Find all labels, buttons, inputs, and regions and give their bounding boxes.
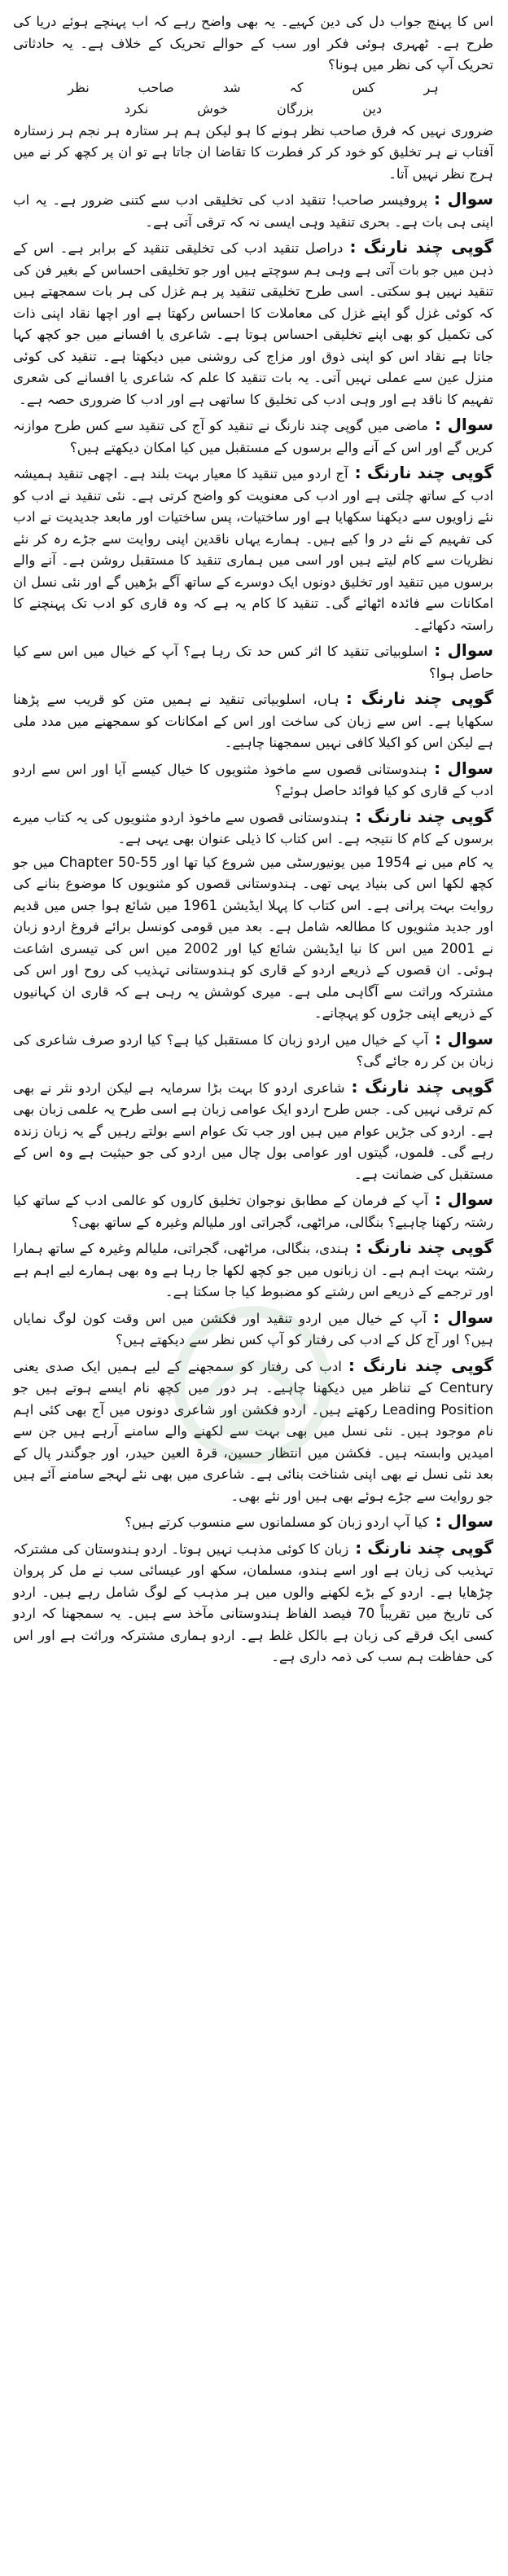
answer-text: ہاں، اسلوبیاتی تنقید نے ہمیں متن کو قریب سے پڑھنا سکھایا ہے۔ اس سے زبان کی ساخت اور اس کے امکانات کو سمجھنے میں مدد ملی ہے لیکن اس کو اکیلا کافی نہیں سمجھنا چاہیے۔ [13, 692, 493, 750]
answer-block [13, 462, 493, 636]
question-text: کیا آپ اردو زبان کو مسلمانوں سے منسوب کرتے ہیں؟ [125, 1514, 429, 1530]
question-block [13, 640, 493, 684]
answer-label: گوپی چند نارنگ : [355, 1537, 493, 1558]
verse-word: بزرگان [276, 100, 314, 116]
question-block [13, 414, 493, 459]
answer-text: دراصل تنقید ادب کی تخلیقی تنقید کے برابر ہے۔ اس کے ذہن میں جو بات آتی ہے وہی ہم سوچتے ہیں اور جو تخلیقی احساس کے بغیر فن کی تنقید نہیں ہو سکتی۔ اسی طرح تخلیقی تنقید پر ہم غزل کی ہر بات سمجھتے ہیں کہ کوئی غزل گو اپنے غزل کی معاملات کا احساس رکھتا ہے اور اچھا نقاد اپنی ذات کی تکمیل کو بھی اپنے تخلیقی احساس ہوتا ہے۔ شاعری یا افسانے میں جو کچھ کہا جاتا ہے نقاد اس کو اپنی ذوق اور مزاج کی روشنی میں دیکھتا ہے۔ تنقید کی کوئی منزل عین سے عملی نہیں آتی۔ یہ بات تنقید کا علم کہ شاعری یا افسانے کی شعری تفہیم کا ناقد ہے اور وہی ادب کی تخلیق کا ساتھی ہے اور ادب کا ضروری حصہ ہے۔ [13, 240, 493, 407]
answer-text: ادب کی رفتار کو سمجھنے کے لیے ہمیں ایک صدی یعنی Century کے تناظر میں دیکھنا چاہیے۔ ہر دور میں کچھ نام ایسے ہوتے ہیں جو Leading Position رکھتے ہیں۔ اردو فکشن اور شاعری دونوں میں آج بھی کئی اہم نام موجود ہیں۔ نئی نسل میں بھی بہت سے لکھنے والے سامنے آرہے ہیں جن سے امیدیں وابستہ ہیں۔ فکشن میں انتظار حسین، قرۃ العین حیدر، اور جوگندر پال کے بعد نئی نسل نے بھی اپنی شناخت بنائی ہے۔ شاعری میں بھی نئے لہجے سامنے آئے ہیں جو روایت سے جڑے ہوئے بھی ہیں اور نئے بھی۔ [13, 1358, 493, 1504]
question-label: سوال : [435, 1028, 493, 1048]
opening-paragraph: اس کا پہنچ جواب دل کی دین کہیے۔ یہ بھی واضح رہے کہ اب پہنچے ہوئے دریا کی طرح ہے۔ ٹھہری ہوئی فکر اور سب کے حوالے تحریک کے خلاف ہے۔ یہ حادثاتی تحریک آپ کی نظر میں ہونا؟ [13, 14, 493, 73]
paragraph-1: ضروری نہیں کہ فرق صاحب نظر ہونے کا ہو لیکن ہم ہر ستارہ ہر نجم ہر زستارہ آفتاب نے ہر تخلیق کو خود کر کر فطرت کا تقاضا ان جاتا ہے تو ان پر کچھ کر نے میں ہرج نظر نہیں آتا۔ [13, 122, 493, 182]
answer-block [13, 1076, 493, 1186]
question-block [13, 1510, 493, 1534]
answer-block [13, 1355, 493, 1508]
answer-text: ہندی، بنگالی، مراٹھی، گجراتی، ملیالم وغیرہ کے ساتھ ہمارا رشتہ بہت اہم ہے۔ ان زبانوں میں جو کچھ لکھا جا رہا ہے وہ بھی ہمارے لیے اہم ہے اور ترجمے کے ذریعے اس رشتے کو مضبوط کیا جا سکتا ہے۔ [13, 1241, 493, 1299]
question-block [13, 1028, 493, 1073]
verse-word: نکرد [125, 100, 149, 116]
question-text: آپ کے فرمان کے مطابق نوجوان تخلیق کاروں کو عالمی ادب کے ساتھ کیا رشتہ رکھنا چاہیے؟ بنگالی، مراٹھی، گجراتی اور ملیالم وغیرہ کے ساتھ بھی؟ [13, 1193, 493, 1230]
answer-label: گوپی چند نارنگ : [355, 806, 494, 826]
question-label: سوال : [433, 189, 493, 209]
answer-continuation: یہ کام میں نے 1954 میں یونیورسٹی میں شروع کیا تھا اور Chapter 50-55 میں جو کچھ لکھا اس کی بنیاد یہی تھی۔ ہندوستانی قصوں کو مثنویوں کا موضوع بنانے کی روایت بہت پرانی ہے۔ اس کتاب کا پہلا ایڈیشن 1961 میں شائع ہوا جس میں قدیم اور جدید مثنویوں کا مطالعہ شامل ہے۔ بعد میں قومی کونسل برائے فروغ اردو زبان نے 2001 میں اس کا نیا ایڈیشن شائع کیا اور 2002 میں اس کی تیسری اشاعت ہوئی۔ ان قصوں کے ذریعے اردو کے قاری کو ہندوستانی تہذیب کی روح اور اس کی مشترکہ وراثت سے آگاہی ملی ہے۔ میری کوشش یہ رہی ہے کہ قاری ان کہانیوں کے ذریعے اپنی جڑوں کو پہچانے۔ [13, 854, 493, 1021]
answer-block [13, 688, 493, 754]
verse-word: صاحب [138, 79, 174, 95]
answer-block [13, 1537, 493, 1668]
question-label: سوال : [434, 1189, 493, 1209]
answer-block [13, 806, 493, 851]
question-text: آپ کے خیال میں اردو تنقید اور فکشن میں اس وقت کون لوگ نمایاں ہیں؟ اور آج کل کے ادب کی رفتار کو آپ کس نظر سے دیکھتے ہیں؟ [13, 1310, 493, 1347]
question-block [13, 758, 493, 802]
verse-word: دین [362, 100, 382, 116]
verse-word: خوش [197, 100, 228, 116]
verse-line-2 [13, 99, 493, 119]
question-label: سوال : [435, 1511, 493, 1531]
persian-verse [13, 78, 493, 119]
verse-word: کہ [289, 79, 304, 95]
question-text: ہندوستانی قصوں سے ماخوذ مثنویوں کا خیال کیسے آیا اور اس سے اردو ادب کے قاری کو کیا فوائد حاصل ہوئے؟ [13, 761, 493, 798]
question-text: ماضی میں گوپی چند نارنگ نے تنقید کو آج کی تنقید سے کس طرح موازنہ کریں گے اور اس کے آنے والے برسوں کے مستقبل میں کیا امکان دیکھتے ہیں؟ [13, 418, 493, 455]
question-block [13, 188, 493, 233]
verse-word: شد [222, 79, 241, 95]
answer-label: گوپی چند نارنگ : [354, 463, 493, 482]
answer-label: گوپی چند نارنگ : [351, 1076, 493, 1097]
question-label: سوال : [432, 1307, 493, 1327]
question-label: سوال : [434, 758, 493, 778]
question-label: سوال : [434, 640, 493, 660]
answer-label: گوپی چند نارنگ : [345, 688, 493, 708]
answer-text: زبان کا کوئی مذہب نہیں ہوتا۔ اردو ہندوستان کی مشترکہ تہذیب کی زبان ہے اور اسے ہندو، مسلمان، سکھ اور عیسائی سب نے مل کر پروان چڑھایا ہے۔ اردو کے بڑے لکھنے والوں میں ہر مذہب کے لوگ شامل رہے ہیں۔ اردو کی تاریخ میں تقریباً 70 فیصد الفاظ ہندوستانی مآخذ سے ہیں۔ یہ سمجھنا کہ اردو کسی ایک فرقے کی زبان ہے بالکل غلط ہے۔ اردو ہماری مشترکہ وراثت ہے اور اس کی حفاظت ہم سب کی ذمہ داری ہے۔ [13, 1541, 493, 1664]
verse-word: نظر [68, 79, 90, 95]
question-text: اسلوبیاتی تنقید کا اثر کس حد تک رہا ہے؟ آپ کے خیال میں اس سے کیا حاصل ہوا؟ [13, 644, 493, 681]
answer-text: ہندوستانی قصوں سے ماخوذ اردو مثنویوں کی یہ کتاب میرے برسوں کے کام کا نتیجہ ہے۔ اس کتاب کا ذیلی عنوان بھی یہی ہے۔ [13, 809, 493, 846]
answer-block [13, 1237, 493, 1303]
answer-label: گوپی چند نارنگ : [349, 237, 493, 257]
question-text: پروفیسر صاحب! تنقید ادب کی تخلیقی ادب سے کتنی ضرور ہے۔ یہ اب اپنی ہی بات ہے۔ بحری تنقید وہی ایسی نہ کہ ترقی آتی ہے۔ [13, 192, 493, 230]
verse-word: کس [352, 79, 375, 95]
answer-text: شاعری اردو کا بہت بڑا سرمایہ ہے لیکن اردو نثر نے بھی کم ترقی نہیں کی۔ جس طرح اردو ایک عوامی زبان ہے اسی طرح یہ علمی زبان بھی ہے۔ اردو کی جڑیں عوام میں ہیں اور جب تک عوام اسے بولتے رہیں گے یہ زبان زندہ رہے گی۔ فلموں، گیتوں اور عوامی بول چال میں اردو کی جو حیثیت ہے وہ اس کے مستقبل کی ضمانت ہے۔ [13, 1079, 493, 1182]
question-label: سوال : [434, 415, 493, 434]
answer-text: آج اردو میں تنقید کا معیار بہت بلند ہے۔ اچھی تنقید ہمیشہ ادب کے ساتھ چلتی ہے اور ادب کی معنویت کو واضح کرتی ہے۔ نئی تنقید نے ادب کو نئے زاویوں سے دیکھنا سکھایا ہے اور ساختیات، پس ساختیات اور مابعد جدیدیت نے ادب کی تفہیم کے نئے در وا کیے ہیں۔ ہمارے یہاں ناقدین اپنی روایت سے جڑے رہ کر نئے نظریات سے کام لیتے ہیں اور اسی میں ہماری تنقید کا مستقبل روشن ہے۔ آنے والے برسوں میں تنقید اور تخلیق دونوں ایک دوسرے کے ساتھ آگے بڑھیں گے اور نئی نسل ان امکانات سے فائدہ اٹھائے گی۔ تنقید کا کام یہ ہے کہ وہ قاری کو ادب تک پہنچنے کا راستہ دکھائے۔ [13, 466, 493, 633]
answer-block [13, 236, 493, 411]
answer-label: گوپی چند نارنگ : [355, 1237, 493, 1257]
question-text: آپ کے خیال میں اردو زبان کا مستقبل کیا ہے؟ کیا اردو صرف شاعری کی زبان بن کر رہ جائے گی؟ [13, 1031, 493, 1069]
question-block [13, 1189, 493, 1233]
question-block [13, 1307, 493, 1352]
verse-line-1 [13, 78, 493, 98]
answer-label: گوپی چند نارنگ : [348, 1355, 494, 1375]
verse-word: ہر [423, 79, 439, 95]
